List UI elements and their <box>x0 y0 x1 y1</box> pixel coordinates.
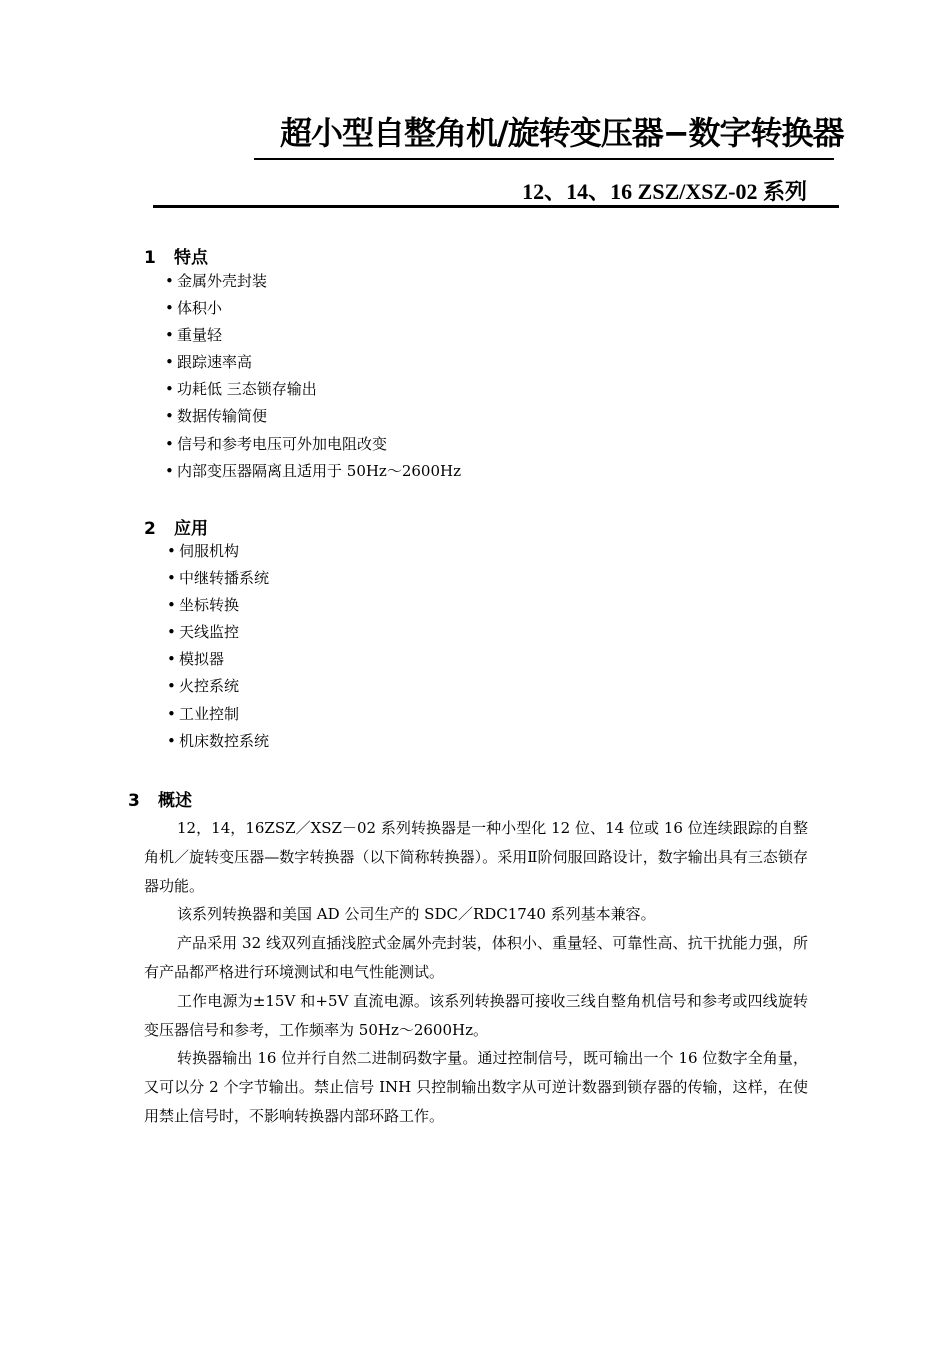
list-item: • 功耗低 三态锁存输出 <box>165 376 461 403</box>
list-item: • 中继转播系统 <box>167 565 269 592</box>
list-item: • 内部变压器隔离且适用于 50Hz～2600Hz <box>165 458 461 485</box>
overview-paragraph: 12，14，16ZSZ／XSZ－02 系列转换器是一种小型化 12 位、14 位或 16 位连续跟踪的自整角机／旋转变压器—数字转换器（以下简称转换器）。采用Ⅱ阶伺服回路设计，数字输出具有三态锁存器功能。 <box>144 819 808 895</box>
list-item: • 模拟器 <box>167 646 269 673</box>
bullet-icon: • <box>167 704 176 723</box>
list-item: • 跟踪速率高 <box>165 349 461 376</box>
overview-paragraph: 转换器输出 16 位并行自然二进制码数字量。通过控制信号，既可输出一个 16 位数字全角量，又可以分 2 个字节输出。禁止信号 INH 只控制输出数字从可逆计数器到锁存器的传输，这样，在使用禁止信号时，不影响转换器内部环路工作。 <box>144 1049 808 1125</box>
list-item: • 天线监控 <box>167 619 269 646</box>
section-title: 应用 <box>174 519 208 539</box>
bullet-icon: • <box>167 596 176 615</box>
section-heading-applications <box>144 514 208 539</box>
bullet-icon: • <box>165 326 174 345</box>
list-item: • 工业控制 <box>167 701 269 728</box>
title-underline <box>254 158 834 160</box>
bullet-icon: • <box>167 569 176 588</box>
list-item: • 火控系统 <box>167 673 269 700</box>
section-number: 2 <box>144 519 156 539</box>
bullet-icon: • <box>167 677 176 696</box>
list-item: • 金属外壳封装 <box>165 268 461 295</box>
document-title: 超小型自整角机/旋转变压器−数字转换器 <box>280 114 844 152</box>
section-heading-features <box>144 243 208 268</box>
overview-paragraph: 该系列转换器和美国 AD 公司生产的 SDC／RDC1740 系列基本兼容。 <box>177 905 656 924</box>
overview-paragraph: 工作电源为±15V 和+5V 直流电源。该系列转换器可接收三线自整角机信号和参考或四线旋转变压器信号和参考，工作频率为 50Hz～2600Hz。 <box>144 991 808 1039</box>
list-item: • 信号和参考电压可外加电阻改变 <box>165 431 461 458</box>
list-item: • 体积小 <box>165 295 461 322</box>
overview-body <box>144 814 808 1131</box>
applications-list <box>167 538 269 755</box>
section-number: 3 <box>128 791 140 811</box>
bullet-icon: • <box>167 623 176 642</box>
subtitle-underline <box>153 205 839 208</box>
bullet-icon: • <box>165 272 174 290</box>
section-number: 1 <box>144 248 156 268</box>
bullet-icon: • <box>165 434 174 453</box>
document-subtitle: 12、14、16 ZSZ/XSZ-02 系列 <box>522 179 807 204</box>
list-item: • 坐标转换 <box>167 592 269 619</box>
bullet-icon: • <box>165 461 174 480</box>
list-item: • 机床数控系统 <box>167 728 269 755</box>
bullet-icon: • <box>165 380 174 399</box>
bullet-icon: • <box>167 650 176 669</box>
features-list <box>165 268 461 485</box>
bullet-icon: • <box>165 353 174 372</box>
bullet-icon: • <box>165 299 174 318</box>
list-item: • 数据传输简便 <box>165 403 461 430</box>
bullet-icon: • <box>165 407 174 426</box>
overview-paragraph: 产品采用 32 线双列直插浅腔式金属外壳封装，体积小、重量轻、可靠性高、抗干扰能力强，所有产品都严格进行环境测试和电气性能测试。 <box>144 934 808 981</box>
list-item: • 重量轻 <box>165 322 461 349</box>
section-title: 概述 <box>158 791 192 811</box>
bullet-icon: • <box>167 731 176 750</box>
bullet-icon: • <box>167 542 176 560</box>
list-item: • 伺服机构 <box>167 538 269 565</box>
section-heading-overview <box>128 786 192 811</box>
section-title: 特点 <box>174 248 208 268</box>
